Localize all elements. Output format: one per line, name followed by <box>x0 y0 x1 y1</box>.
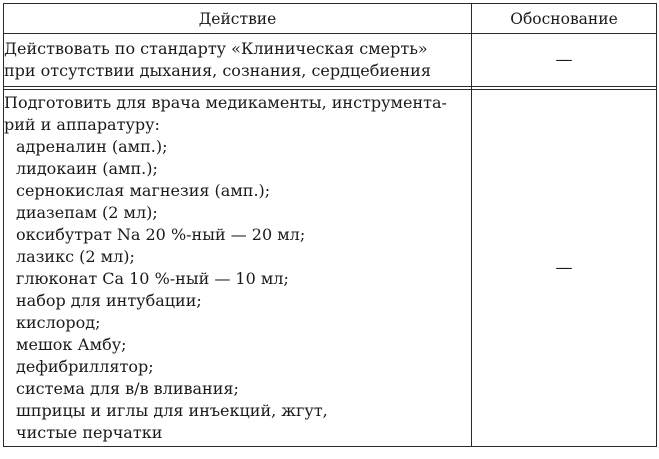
action-intro-line: рий и аппаратуру: <box>4 115 160 134</box>
list-item: диазепам (2 мл); <box>16 203 158 222</box>
action-cell <box>4 34 472 87</box>
list-item: система для в/в вливания; <box>16 379 239 398</box>
list-item: адреналин (амп.); <box>16 137 168 156</box>
reason-cell: — <box>472 90 657 447</box>
list-item: шприцы и иглы для инъекций, жгут, <box>16 401 328 420</box>
list-item: сернокислая магнезия (амп.); <box>16 181 271 200</box>
action-line: Действовать по стандарту «Клиническая смерть» <box>4 39 428 58</box>
list-item: кислород; <box>16 313 101 332</box>
list-item: глюконат Ca 10 %-ный — 10 мл; <box>16 269 289 288</box>
list-item: мешок Амбу; <box>16 335 127 354</box>
action-cell <box>4 90 472 447</box>
action-line: при отсутствии дыхания, сознания, сердцебиения <box>4 61 431 80</box>
table-row <box>4 90 657 447</box>
table-row <box>4 34 657 87</box>
list-item: лазикс (2 мл); <box>16 247 135 266</box>
list-item: оксибутрат Na 20 %-ный — 20 мл; <box>16 225 306 244</box>
protocol-table <box>3 3 657 447</box>
reason-cell: — <box>472 34 657 87</box>
header-reason: Обоснование <box>472 4 657 34</box>
action-intro-line: Подготовить для врача медикаменты, инструмента- <box>4 93 447 112</box>
header-row <box>4 4 657 34</box>
list-item: дефибриллятор; <box>16 357 154 376</box>
list-item: набор для интубации; <box>16 291 202 310</box>
list-item: чистые перчатки <box>16 423 163 442</box>
header-action: Действие <box>4 4 472 34</box>
list-item: лидокаин (амп.); <box>16 159 158 178</box>
